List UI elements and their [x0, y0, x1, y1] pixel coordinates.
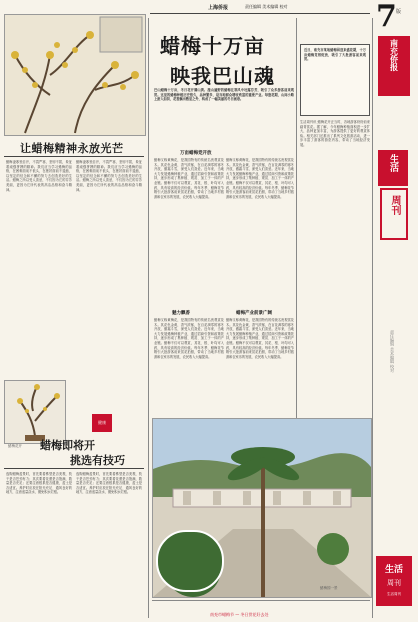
page-number-suffix: 版: [396, 9, 402, 15]
right-box-text: 近日，南充市某地蜡梅园迎来盛花期，十万亩蜡梅竞相绽放，吸引了大批游客前来观赏。: [304, 48, 366, 62]
right-highlight-box: [300, 44, 370, 116]
main-headline-2: 映我巴山魂: [170, 64, 275, 88]
tips-body-col2: 选购蜡梅盆景时，首先要看株型是否美观，枝干是否苍劲有力；其次要看花蕾是否饱满，数量是否充足；还要注意根系是否健康，盆土是否适宜。养护时应放在阳光充足、通风良好的地方，注意适量浇水，避免积水烂根。: [76, 472, 142, 495]
right-column-body: 生活周刊讯 蜡梅花开正当时，各地游客纷纷前来踏青赏花。据了解，今年蜡梅种植面积进一步扩大，品种更加丰富，为游客提供了更好的观赏体验。相关部门还推出了系列文化旅游活动，进一步丰富了游客的游览内容，带动了当地经济发展。: [300, 120, 370, 147]
garden-photo-inset: [156, 530, 224, 592]
tips-headline-2: 挑选有技巧: [70, 454, 125, 467]
left-article-body-col2: 蜡梅凌寒独自开，不畏严寒，坚韧不拔，象征着顽强拼搏的精神。我们应当学习蜡梅的品格，在困难面前不低头，在挫折面前不退缩，以坚定的信念和不懈的努力去创造美好的生活。蜡梅之所以受人喜爱，不仅因为它的芬芳美丽，更因为它所代表的高洁品格和奋斗精神。: [76, 160, 142, 192]
editors-line: 责任编辑 美术编辑 校对: [245, 4, 288, 9]
page-number: 7: [376, 0, 397, 34]
main-subheading-3: 蜡梅产业前景广阔: [236, 311, 272, 316]
bottom-strip: 南充市蜡梅节 — 冬日赏花好去处: [152, 600, 370, 613]
main-headline-1: 蜡梅十万亩: [160, 34, 265, 58]
left-headline: 让蜡梅精神永放光芒: [20, 142, 124, 155]
main-intro: 巴山蜡梅十万亩，冬日花开满山黄。漫山遍野的蜡梅在寒风中吐露芬芳，吸引了众多游客前来观赏。这里的蜡梅种植历史悠久，品种繁多，是当地群众增收致富的重要产业。每逢花期，山间小路上游人如织，花香飘出数里之外，构成了一幅美丽的冬日画卷。: [154, 88, 294, 102]
left-article-body: 蜡梅凌寒独自开，不畏严寒，坚韧不拔，象征着顽强拼搏的精神。我们应当学习蜡梅的品格，在困难面前不低头，在挫折面前不退缩，以坚定的信念和不懈的努力去创造美好的生活。蜡梅之所以受人喜爱，不仅因为它的芬芳美丽，更因为它所代表的高洁品格和奋斗精神。: [6, 160, 72, 192]
main-body-col4: 蜡梅又称黄梅花，是我国特有的传统名贵观赏花木。其花色金黄，香气浓郁，在百花凋零的寒冬开放，傲霜斗雪，深受人们喜爱。近年来，当地大力发展蜡梅种植产业，通过招商引资和政策扶持，逐步形成了集种植、观赏、加工于一体的产业链。蜡梅不仅可以观赏，其花、根、叶均可入药，具有较高的经济价值。每年冬季，蜡梅花节吸引大批游客前来赏花拍照，带动了当地乡村旅游和农家乐的发展，农民收入大幅提高。: [226, 318, 294, 359]
paper-name: 上海侨报: [208, 5, 229, 11]
plum-photo-top: [4, 14, 146, 136]
main-body-col3: 蜡梅又称黄梅花，是我国特有的传统名贵观赏花木。其花色金黄，香气浓郁，在百花凋零的寒冬开放，傲霜斗雪，深受人们喜爱。近年来，当地大力发展蜡梅种植产业，通过招商引资和政策扶持，逐步形成了集种植、观赏、加工于一体的产业链。蜡梅不仅可以观赏，其花、根、叶均可入药，具有较高的经济价值。每年冬季，蜡梅花节吸引大批游客前来赏花拍照，带动了当地乡村旅游和农家乐的发展，农民收入大幅提高。: [154, 318, 224, 359]
photo-caption: 蜡梅园一景: [320, 586, 338, 590]
weekly-logo: 生活 周刊 生活周刊: [376, 556, 412, 606]
section-label: 南充侨报: [378, 36, 410, 96]
sidebar-life-block: 生活: [378, 150, 408, 186]
main-body-col1: 蜡梅又称黄梅花，是我国特有的传统名贵观赏花木。其花色金黄，香气浓郁，在百花凋零的寒冬开放，傲霜斗雪，深受人们喜爱。近年来，当地大力发展蜡梅种植产业，通过招商引资和政策扶持，逐步形成了集种植、观赏、加工于一体的产业链。蜡梅不仅可以观赏，其花、根、叶均可入药，具有较高的经济价值。每年冬季，蜡梅花节吸引大批游客前来赏花拍照，带动了当地乡村旅游和农家乐的发展，农民收入大幅提高。: [154, 158, 224, 199]
main-subheading-2: 魅力飘香: [172, 311, 190, 316]
bonsai-photo: [4, 380, 66, 444]
sidebar-weekly-block: 周刊: [380, 188, 408, 240]
left-photo-caption: 蜡梅花开: [8, 444, 22, 448]
tips-body: 选购蜡梅盆景时，首先要看株型是否美观，枝干是否苍劲有力；其次要看花蕾是否饱满，数量是否充足；还要注意根系是否健康，盆土是否适宜。养护时应放在阳光充足、通风良好的地方，注意适量浇水，避免积水烂根。: [6, 472, 72, 495]
main-body-col2: 蜡梅又称黄梅花，是我国特有的传统名贵观赏花木。其花色金黄，香气浓郁，在百花凋零的寒冬开放，傲霜斗雪，深受人们喜爱。近年来，当地大力发展蜡梅种植产业，通过招商引资和政策扶持，逐步形成了集种植、观赏、加工于一体的产业链。蜡梅不仅可以观赏，其花、根、叶均可入药，具有较高的经济价值。每年冬季，蜡梅花节吸引大批游客前来赏花拍照，带动了当地乡村旅游和农家乐的发展，农民收入大幅提高。: [226, 158, 294, 199]
main-subheading-1: 万亩蜡梅竞开放: [180, 151, 212, 156]
right-vertical-credit: 责任编辑 美术编辑 校对: [390, 330, 395, 373]
tips-headline-1: 蜡梅即将开: [40, 439, 95, 452]
health-tag: 健康: [92, 414, 112, 432]
